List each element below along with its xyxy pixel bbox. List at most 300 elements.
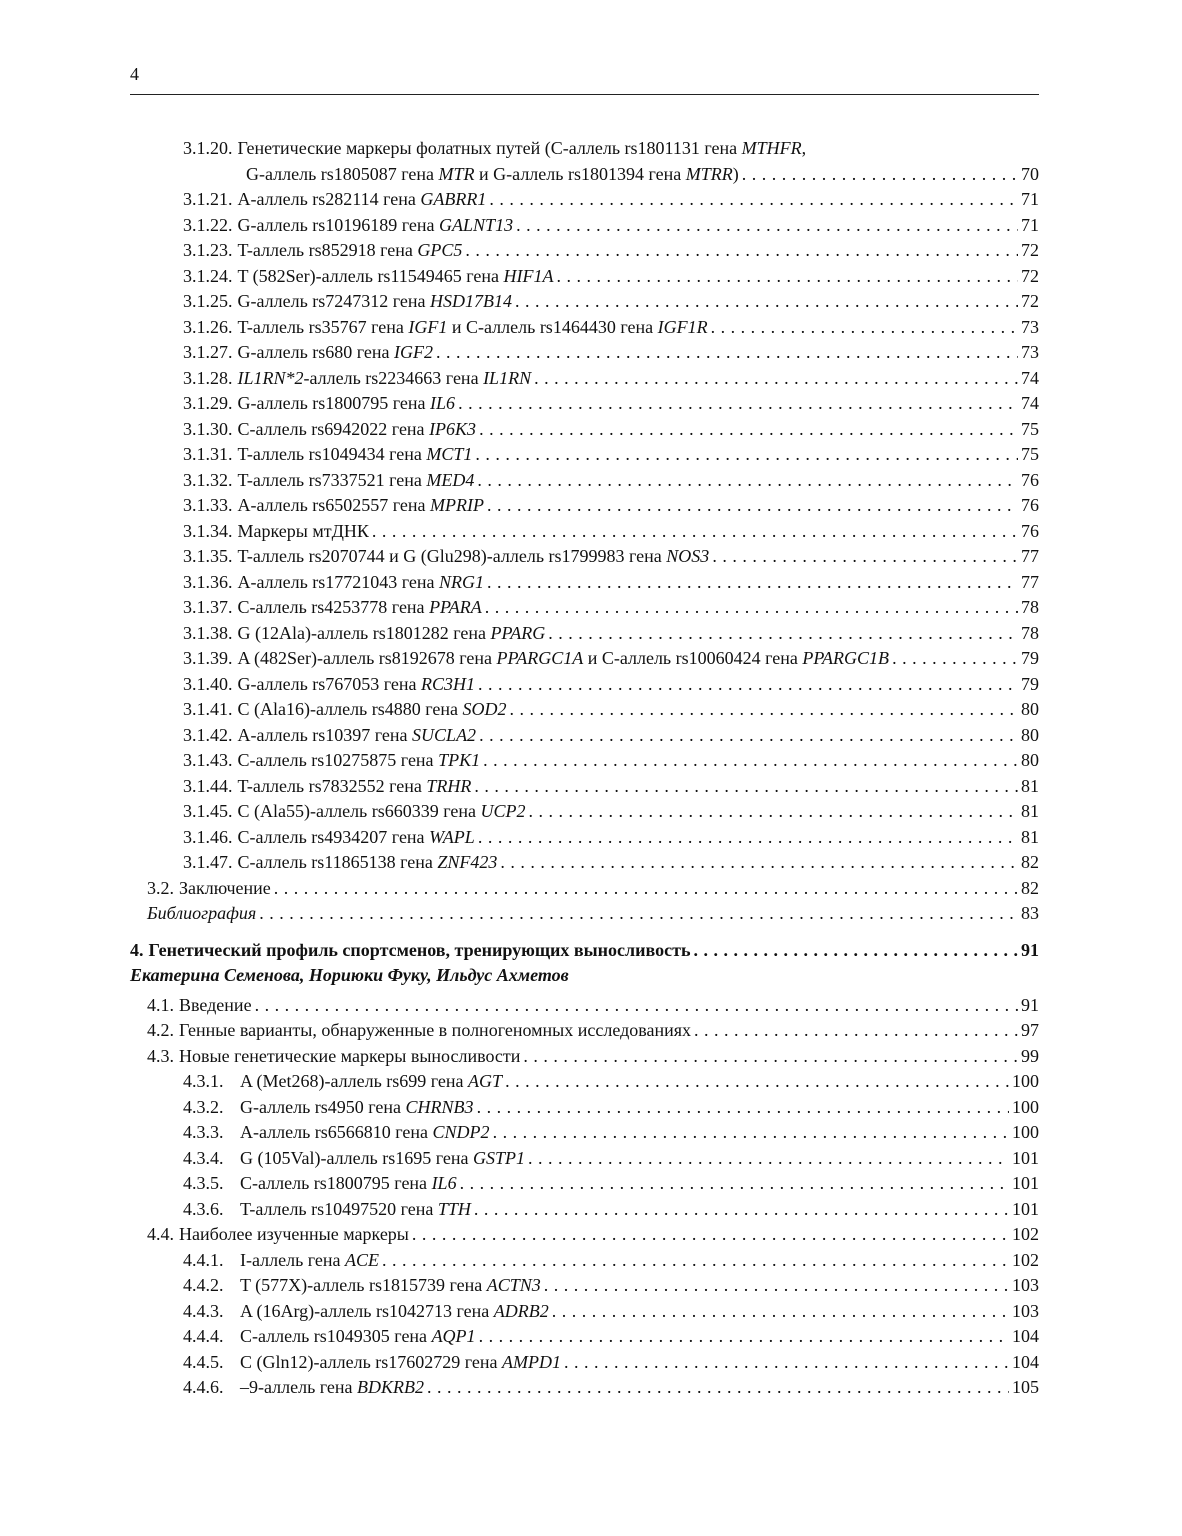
toc-entry-number: 3.1.26. bbox=[183, 316, 233, 337]
toc-dot-leader bbox=[534, 366, 1018, 392]
toc-entry-number: 4.3.3. bbox=[183, 1122, 224, 1142]
toc-dot-leader bbox=[479, 1324, 1009, 1350]
toc-entry-title bbox=[238, 366, 532, 392]
toc-title-italic: GALNT13 bbox=[439, 214, 514, 235]
toc-entry-title bbox=[238, 621, 546, 647]
toc-page-number: 77 bbox=[1021, 546, 1039, 566]
toc-entry bbox=[130, 340, 1039, 366]
toc-entry bbox=[130, 850, 1039, 876]
toc-entry bbox=[130, 1324, 1039, 1350]
toc-entry-title bbox=[238, 595, 482, 621]
toc-title-italic: AGT bbox=[468, 1071, 503, 1091]
toc-title-italic: SUCLA2 bbox=[412, 724, 477, 745]
toc-title-text: A-аллель rs17721043 гена bbox=[237, 571, 440, 592]
toc-entry-title bbox=[240, 1197, 471, 1223]
toc-page-number: 77 bbox=[1021, 571, 1039, 592]
toc-page-number: 91 bbox=[1021, 994, 1039, 1015]
toc-dot-leader bbox=[557, 264, 1018, 290]
toc-entry bbox=[130, 723, 1039, 749]
toc-entry-number: 3.1.40. bbox=[183, 673, 233, 694]
toc-entry bbox=[130, 1018, 1039, 1044]
toc-entry bbox=[130, 1120, 1039, 1146]
toc-entry-title bbox=[240, 1350, 561, 1376]
toc-title-italic: PPARA bbox=[429, 597, 482, 617]
toc-title-text: Наиболее изученные маркеры bbox=[179, 1224, 409, 1244]
toc-entry-title bbox=[130, 963, 569, 989]
toc-chapter-entry bbox=[130, 938, 1039, 964]
toc-page-number: 74 bbox=[1021, 367, 1039, 388]
toc-entry-title bbox=[240, 1069, 502, 1095]
toc-entry bbox=[130, 799, 1039, 825]
toc-page-number: 102 bbox=[1012, 1224, 1039, 1244]
toc-page-number: 99 bbox=[1021, 1045, 1039, 1066]
toc-entry-title bbox=[238, 774, 472, 800]
toc-entry bbox=[130, 595, 1039, 621]
toc-dot-leader bbox=[475, 442, 1018, 468]
toc-entry-title bbox=[240, 1324, 476, 1350]
toc-entry-number: 3.1.38. bbox=[183, 622, 233, 643]
toc-entry-number: 4.3.5. bbox=[183, 1173, 224, 1193]
toc-page-number: 79 bbox=[1021, 673, 1039, 694]
toc-entry bbox=[130, 876, 1039, 902]
toc-entry-number: 3.1.24. bbox=[183, 265, 233, 286]
toc-page-number: 76 bbox=[1021, 520, 1039, 541]
toc-title-text: G-аллель rs7247312 гена bbox=[237, 291, 431, 311]
toc-title-text: C-аллель rs6942022 гена bbox=[237, 418, 430, 439]
toc-entry-number: 3.1.47. bbox=[183, 852, 233, 872]
toc-page-number: 100 bbox=[1012, 1122, 1039, 1142]
toc-entry bbox=[130, 442, 1039, 468]
toc-title-text: G (105Val)-аллель rs1695 гена bbox=[240, 1147, 474, 1168]
toc-title-italic: MCT1 bbox=[426, 444, 473, 464]
toc-entry-number: 3.1.39. bbox=[183, 648, 233, 668]
toc-entry-number: 3.1.25. bbox=[183, 291, 233, 311]
toc-page-number: 71 bbox=[1021, 214, 1039, 235]
toc-page-number: 80 bbox=[1021, 699, 1039, 719]
toc-title-text: A (16Arg)-аллель rs1042713 гена bbox=[240, 1300, 494, 1321]
toc-title-text: C (Ala55)-аллель rs660339 гена bbox=[237, 801, 481, 821]
toc-entry-number: 3.2. bbox=[147, 877, 174, 898]
toc-title-text: Генетические маркеры фолатных путей (C-аллель rs1801131 гена bbox=[237, 138, 742, 158]
toc-page-number: 101 bbox=[1012, 1173, 1039, 1193]
toc-title-italic: PPARGC1B bbox=[802, 648, 890, 668]
toc-entry bbox=[130, 213, 1039, 239]
toc-entry-title bbox=[240, 1120, 490, 1146]
toc-entry-number: 4.4.2. bbox=[183, 1275, 224, 1295]
toc-dot-leader bbox=[436, 340, 1018, 366]
toc-title-italic: TPK1 bbox=[438, 750, 481, 770]
toc-dot-leader bbox=[693, 938, 1018, 964]
toc-title-text: Екатерина Семенова, Нориюки Фуку, Ильдус Ахметов bbox=[130, 965, 569, 985]
toc-title-text: T (577X)-аллель rs1815739 гена bbox=[240, 1275, 487, 1295]
toc-title-italic: MPRIP bbox=[430, 495, 485, 515]
toc-dot-leader bbox=[274, 876, 1018, 902]
toc-title-text: A-аллель rs10397 гена bbox=[237, 724, 413, 745]
toc-page-number: 97 bbox=[1021, 1020, 1039, 1040]
toc-title-italic: GSTP1 bbox=[473, 1147, 526, 1168]
toc-dot-leader bbox=[427, 1375, 1009, 1401]
toc-title-text: C-аллель rs10275875 гена bbox=[237, 750, 439, 770]
toc-entry-number: 4.3. bbox=[147, 1045, 174, 1066]
toc-title-text: T-аллель rs1049434 гена bbox=[237, 444, 427, 464]
toc-dot-leader bbox=[478, 825, 1018, 851]
toc-title-text: Генные варианты, обнаруженные в полногеномных исследованиях bbox=[179, 1020, 692, 1040]
toc-entry bbox=[130, 1069, 1039, 1095]
toc-entry-number: 4.4. bbox=[147, 1224, 174, 1244]
toc-entry bbox=[130, 1197, 1039, 1223]
toc-title-text: C-аллель rs1800795 гена bbox=[240, 1173, 432, 1193]
toc-entry-number: 3.1.46. bbox=[183, 826, 233, 847]
toc-entry bbox=[130, 187, 1039, 213]
toc-dot-leader bbox=[712, 544, 1018, 570]
toc-title-text: и G-аллель rs1801394 гена bbox=[474, 163, 686, 184]
table-of-contents bbox=[130, 136, 1039, 1401]
toc-entry-number: 3.1.28. bbox=[183, 367, 233, 388]
toc-dot-leader bbox=[552, 1299, 1009, 1325]
toc-entry-title bbox=[238, 697, 507, 723]
toc-dot-leader bbox=[460, 1171, 1009, 1197]
toc-entry bbox=[130, 1350, 1039, 1376]
toc-entry-number: 4.3.4. bbox=[183, 1147, 224, 1168]
toc-title-italic: CNDP2 bbox=[432, 1122, 490, 1142]
toc-dot-leader bbox=[523, 1044, 1018, 1070]
toc-entry bbox=[130, 672, 1039, 698]
toc-entry-number: 3.1.43. bbox=[183, 750, 233, 770]
toc-entry-title bbox=[238, 544, 710, 570]
toc-entry-number: 3.1.45. bbox=[183, 801, 233, 821]
toc-dot-leader bbox=[478, 672, 1018, 698]
toc-entry bbox=[130, 1375, 1039, 1401]
toc-entry-title bbox=[240, 1248, 379, 1274]
toc-entry-number: 3.1.32. bbox=[183, 469, 233, 490]
toc-page-number: 103 bbox=[1012, 1275, 1039, 1295]
toc-entry bbox=[130, 417, 1039, 443]
toc-entry-title bbox=[238, 187, 487, 213]
toc-page-number: 72 bbox=[1021, 291, 1039, 311]
toc-entry-title bbox=[238, 570, 485, 596]
toc-entry bbox=[130, 646, 1039, 672]
toc-entry-number: 4.3.1. bbox=[183, 1071, 224, 1091]
toc-dot-leader bbox=[479, 723, 1018, 749]
toc-entry bbox=[130, 366, 1039, 392]
toc-title-text: –9-аллель гена bbox=[240, 1377, 358, 1397]
toc-title-text: и C-аллель rs1464430 гена bbox=[447, 316, 658, 337]
toc-entry-title bbox=[240, 1299, 549, 1325]
toc-entry-number: 3.1.35. bbox=[183, 546, 233, 566]
toc-dot-leader bbox=[694, 1018, 1018, 1044]
toc-title-text: G-аллель rs1800795 гена bbox=[237, 393, 431, 413]
toc-page-number: 82 bbox=[1021, 852, 1039, 872]
toc-entry-title bbox=[179, 876, 271, 902]
toc-entry-title bbox=[149, 938, 691, 964]
toc-page-number: 102 bbox=[1012, 1249, 1039, 1270]
toc-entry-title bbox=[238, 417, 477, 443]
toc-dot-leader bbox=[742, 162, 1018, 188]
toc-entry-title bbox=[238, 315, 708, 341]
toc-title-italic: NRG1 bbox=[439, 571, 485, 592]
toc-page-number: 91 bbox=[1021, 939, 1039, 960]
toc-title-italic: IGF2 bbox=[394, 342, 434, 362]
toc-page-number: 81 bbox=[1021, 775, 1039, 796]
toc-page-number: 74 bbox=[1021, 393, 1039, 413]
toc-title-italic: Библиография bbox=[147, 903, 257, 923]
toc-entry-number: 3.1.33. bbox=[183, 495, 233, 515]
toc-page-number: 105 bbox=[1012, 1377, 1039, 1397]
toc-page-number: 71 bbox=[1021, 189, 1039, 209]
toc-entry bbox=[130, 544, 1039, 570]
toc-entry-title bbox=[240, 1095, 474, 1121]
toc-page-number: 73 bbox=[1021, 316, 1039, 337]
toc-title-italic: NOS3 bbox=[666, 546, 710, 566]
toc-entry-title bbox=[238, 825, 475, 851]
toc-entry-title bbox=[240, 1146, 525, 1172]
toc-title-text: T (582Ser)-аллель rs11549465 гена bbox=[237, 265, 504, 286]
toc-entry bbox=[130, 901, 1039, 927]
toc-entry bbox=[130, 493, 1039, 519]
toc-dot-leader bbox=[515, 289, 1018, 315]
header-rule bbox=[130, 94, 1039, 95]
toc-entry-number: 4.4.3. bbox=[183, 1300, 224, 1321]
toc-entry-title bbox=[238, 519, 369, 545]
toc-entry-title bbox=[238, 289, 513, 315]
toc-page-number: 100 bbox=[1012, 1071, 1039, 1091]
toc-dot-leader bbox=[477, 1095, 1009, 1121]
toc-title-text: C (Gln12)-аллель rs17602729 гена bbox=[240, 1351, 503, 1372]
toc-title-text: T-аллель rs10497520 гена bbox=[240, 1198, 438, 1219]
toc-dot-leader bbox=[487, 570, 1018, 596]
toc-entry-title bbox=[238, 442, 473, 468]
toc-dot-leader bbox=[489, 187, 1018, 213]
toc-dot-leader bbox=[500, 850, 1018, 876]
toc-entry-number: 3.1.42. bbox=[183, 724, 233, 745]
toc-entry-number: 3.1.31. bbox=[183, 444, 233, 464]
toc-entry-number: 4.3.2. bbox=[183, 1096, 224, 1117]
toc-entry-number: 4.4.4. bbox=[183, 1326, 224, 1346]
toc-page-number: 80 bbox=[1021, 750, 1039, 770]
toc-title-italic: AMPD1 bbox=[502, 1351, 562, 1372]
toc-entry-title bbox=[240, 1375, 424, 1401]
toc-dot-leader bbox=[544, 1273, 1009, 1299]
toc-title-italic: MTRR bbox=[685, 163, 733, 184]
toc-title-italic: PPARGC1A bbox=[496, 648, 584, 668]
toc-entry bbox=[130, 774, 1039, 800]
toc-title-italic: SOD2 bbox=[462, 699, 507, 719]
toc-dot-leader bbox=[382, 1248, 1009, 1274]
toc-page-number: 81 bbox=[1021, 826, 1039, 847]
toc-dot-leader bbox=[259, 901, 1018, 927]
toc-page-number: 82 bbox=[1021, 877, 1039, 898]
toc-entry-number: 4.3.6. bbox=[183, 1198, 224, 1219]
toc-title-text: G-аллель rs10196189 гена bbox=[237, 214, 440, 235]
toc-title-text: Маркеры мтДНК bbox=[237, 520, 369, 541]
toc-title-italic: ACE bbox=[345, 1249, 380, 1270]
toc-page-number: 75 bbox=[1021, 418, 1039, 439]
toc-page-number: 72 bbox=[1021, 240, 1039, 260]
toc-title-text: A-аллель rs6502557 гена bbox=[237, 495, 431, 515]
toc-page-number: 72 bbox=[1021, 265, 1039, 286]
toc-title-italic: RC3H1 bbox=[421, 673, 476, 694]
toc-title-text: -аллель rs2234663 гена bbox=[303, 367, 484, 388]
toc-dot-leader bbox=[711, 315, 1018, 341]
toc-entry-number: 4.1. bbox=[147, 994, 174, 1015]
toc-dot-leader bbox=[516, 213, 1018, 239]
toc-entry-title bbox=[238, 723, 477, 749]
toc-title-text: T-аллель rs7832552 гена bbox=[237, 775, 427, 796]
toc-entry-title bbox=[238, 391, 456, 417]
toc-entry bbox=[130, 264, 1039, 290]
toc-entry-title bbox=[238, 646, 890, 672]
toc-dot-leader bbox=[510, 697, 1018, 723]
toc-dot-leader bbox=[548, 621, 1018, 647]
toc-entry bbox=[130, 238, 1039, 264]
toc-dot-leader bbox=[483, 748, 1018, 774]
toc-title-text: C-аллель rs4253778 гена bbox=[237, 597, 430, 617]
toc-page-number: 100 bbox=[1012, 1096, 1039, 1117]
toc-entry bbox=[130, 748, 1039, 774]
toc-title-text: C-аллель rs11865138 гена bbox=[237, 852, 438, 872]
toc-title-italic: MTHFR bbox=[741, 138, 802, 158]
toc-entry bbox=[130, 162, 1039, 188]
toc-page-number: 73 bbox=[1021, 342, 1039, 362]
toc-page-number: 78 bbox=[1021, 622, 1039, 643]
toc-title-italic: IL6 bbox=[430, 393, 456, 413]
toc-page-number: 70 bbox=[1021, 163, 1039, 184]
toc-dot-leader bbox=[372, 519, 1018, 545]
toc-entry-number: 3.1.23. bbox=[183, 240, 233, 260]
toc-title-italic: TRHR bbox=[426, 775, 472, 796]
toc-entry-number: 3.1.22. bbox=[183, 214, 233, 235]
toc-entry-number: 3.1.30. bbox=[183, 418, 233, 439]
toc-entry-number: 3.1.29. bbox=[183, 393, 233, 413]
toc-entry bbox=[130, 570, 1039, 596]
toc-title-text: Новые генетические маркеры выносливости bbox=[179, 1045, 521, 1066]
toc-entry-title bbox=[238, 799, 526, 825]
toc-entry-title bbox=[238, 672, 476, 698]
toc-entry-number: 4. bbox=[130, 939, 144, 960]
toc-entry-number: 3.1.37. bbox=[183, 597, 233, 617]
toc-dot-leader bbox=[564, 1350, 1009, 1376]
toc-title-text: A (482Ser)-аллель rs8192678 гена bbox=[237, 648, 497, 668]
toc-entry-title bbox=[238, 850, 498, 876]
toc-entry bbox=[130, 136, 1039, 162]
toc-title-italic: ZNF423 bbox=[437, 852, 498, 872]
toc-entry-number: 3.1.21. bbox=[183, 189, 233, 209]
toc-entry-title bbox=[238, 136, 807, 162]
toc-title-italic: ACTN3 bbox=[486, 1275, 541, 1295]
toc-title-text: G-аллель rs1805087 гена bbox=[246, 163, 439, 184]
toc-entry-title bbox=[238, 468, 475, 494]
toc-entry-title bbox=[240, 1171, 457, 1197]
toc-entry-title bbox=[179, 1044, 520, 1070]
toc-title-italic: BDKRB2 bbox=[357, 1377, 425, 1397]
toc-entry-title bbox=[238, 340, 434, 366]
toc-title-text: A-аллель rs6566810 гена bbox=[240, 1122, 433, 1142]
toc-title-text: Введение bbox=[179, 994, 252, 1015]
toc-title-italic: MED4 bbox=[426, 469, 475, 490]
toc-title-italic: GPC5 bbox=[417, 240, 463, 260]
toc-entry-number: 3.1.44. bbox=[183, 775, 233, 796]
toc-page-number: 76 bbox=[1021, 469, 1039, 490]
toc-entry bbox=[130, 1273, 1039, 1299]
toc-entry-title bbox=[240, 1273, 541, 1299]
toc-title-italic: WAPL bbox=[429, 826, 475, 847]
toc-entry-title bbox=[238, 238, 463, 264]
toc-title-italic: CHRNB3 bbox=[405, 1096, 474, 1117]
toc-entry bbox=[130, 1299, 1039, 1325]
toc-title-italic: TTH bbox=[437, 1198, 471, 1219]
toc-entry-title bbox=[238, 213, 514, 239]
toc-title-italic: IGF1 bbox=[408, 316, 448, 337]
toc-dot-leader bbox=[412, 1222, 1009, 1248]
toc-title-text: T-аллель rs2070744 и G (Glu298)-аллель rs1799983 гена bbox=[237, 546, 667, 566]
toc-title-italic: IL6 bbox=[431, 1173, 457, 1193]
toc-title-text: Генетический профиль спортсменов, тренирующих выносливость bbox=[148, 939, 691, 960]
toc-entry-title bbox=[179, 993, 252, 1019]
toc-entry-title bbox=[246, 162, 739, 188]
toc-entry bbox=[130, 315, 1039, 341]
toc-title-text: Заключение bbox=[179, 877, 271, 898]
toc-dot-leader bbox=[465, 238, 1018, 264]
toc-entry-title bbox=[238, 493, 485, 519]
toc-dot-leader bbox=[505, 1069, 1009, 1095]
toc-dot-leader bbox=[474, 774, 1018, 800]
toc-title-text: C-аллель rs4934207 гена bbox=[237, 826, 430, 847]
toc-dot-leader bbox=[485, 595, 1018, 621]
toc-title-text: G-аллель rs4950 гена bbox=[240, 1096, 406, 1117]
toc-title-text: , bbox=[801, 138, 807, 158]
toc-entry-number: 4.2. bbox=[147, 1020, 174, 1040]
toc-page-number: 101 bbox=[1012, 1198, 1039, 1219]
toc-title-text: G-аллель rs680 гена bbox=[237, 342, 395, 362]
toc-entry bbox=[130, 519, 1039, 545]
toc-entry bbox=[130, 289, 1039, 315]
toc-entry-title bbox=[238, 748, 481, 774]
toc-entry bbox=[130, 468, 1039, 494]
toc-entry bbox=[130, 1171, 1039, 1197]
toc-dot-leader bbox=[487, 493, 1018, 519]
toc-page-number: 81 bbox=[1021, 801, 1039, 821]
toc-title-italic: HIF1A bbox=[503, 265, 554, 286]
toc-entry-number: 4.4.5. bbox=[183, 1351, 224, 1372]
toc-title-italic: IP6K3 bbox=[429, 418, 477, 439]
toc-title-text: C-аллель rs1049305 гена bbox=[240, 1326, 432, 1346]
toc-title-text: G-аллель rs767053 гена bbox=[237, 673, 422, 694]
toc-entry-number: 3.1.41. bbox=[183, 699, 233, 719]
toc-title-text: T-аллель rs852918 гена bbox=[237, 240, 418, 260]
toc-entry-title bbox=[238, 264, 554, 290]
toc-title-text: ) bbox=[732, 163, 739, 184]
toc-page-number: 104 bbox=[1012, 1351, 1039, 1372]
toc-title-text: I-аллель гена bbox=[240, 1249, 346, 1270]
toc-dot-leader bbox=[458, 391, 1018, 417]
toc-title-text: G (12Ala)-аллель rs1801282 гена bbox=[237, 622, 491, 643]
toc-dot-leader bbox=[493, 1120, 1009, 1146]
toc-title-text: A-аллель rs282114 гена bbox=[237, 189, 421, 209]
toc-title-italic: PPARG bbox=[490, 622, 546, 643]
toc-entry-number: 3.1.27. bbox=[183, 342, 233, 362]
toc-page-number: 80 bbox=[1021, 724, 1039, 745]
toc-entry bbox=[130, 621, 1039, 647]
toc-entry-number: 3.1.34. bbox=[183, 520, 233, 541]
page-number: 4 bbox=[130, 64, 139, 84]
toc-entry-title bbox=[147, 901, 256, 927]
toc-entry bbox=[130, 993, 1039, 1019]
toc-page-number: 76 bbox=[1021, 495, 1039, 515]
toc-entry bbox=[130, 1222, 1039, 1248]
toc-page-number: 103 bbox=[1012, 1300, 1039, 1321]
toc-title-text: и C-аллель rs10060424 гена bbox=[583, 648, 803, 668]
toc-dot-leader bbox=[255, 993, 1018, 1019]
